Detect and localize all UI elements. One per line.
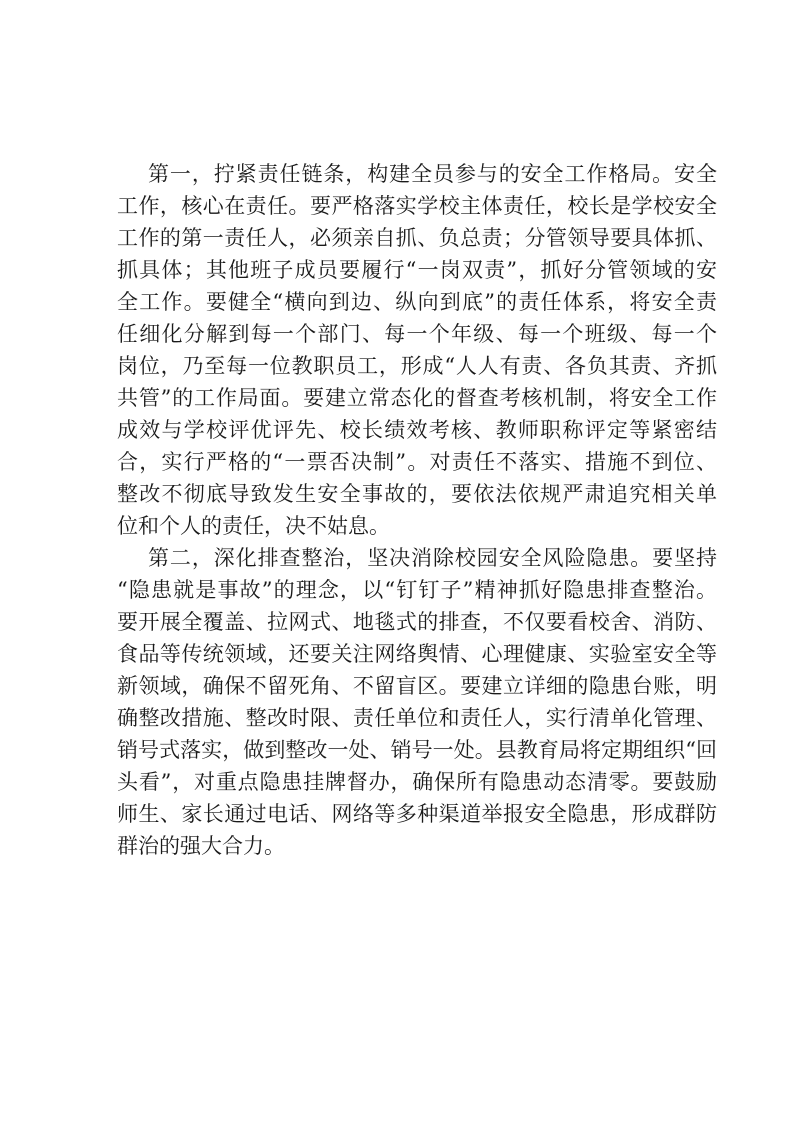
paragraph-line: 群治的强大合力。 <box>117 834 285 858</box>
paragraph-line: 工作，核心在责任。要严格落实学校主体责任，校长是学校安全 <box>117 194 717 218</box>
paragraph-line: 岗位，乃至每一位教职员工，形成“人人有责、各负其责、齐抓 <box>117 354 717 378</box>
paragraph-line: 共管”的工作局面。要建立常态化的督查考核机制，将安全工作 <box>117 386 717 410</box>
paragraph-line: 任细化分解到每一个部门、每一个年级、每一个班级、每一个 <box>117 322 717 346</box>
paragraph-line: “隐患就是事故”的理念，以“钉钉子”精神抓好隐患排查整治。 <box>117 578 717 602</box>
paragraph-line: 要开展全覆盖、拉网式、地毯式的排查，不仅要看校舍、消防、 <box>117 610 717 634</box>
paragraph-line: 第二，深化排查整治，坚决消除校园安全风险隐患。要坚持 <box>148 546 717 570</box>
paragraph-line: 位和个人的责任，决不姑息。 <box>117 514 390 538</box>
paragraph-line: 确整改措施、整改时限、责任单位和责任人，实行清单化管理、 <box>117 706 717 730</box>
paragraph-line: 食品等传统领域，还要关注网络舆情、心理健康、实验室安全等 <box>117 642 717 666</box>
paragraph-line: 新领域，确保不留死角、不留盲区。要建立详细的隐患台账，明 <box>117 674 717 698</box>
paragraph-line: 抓具体；其他班子成员要履行“一岗双责”，抓好分管领域的安 <box>117 258 717 282</box>
paragraph-line: 成效与学校评优评先、校长绩效考核、教师职称评定等紧密结 <box>117 418 717 442</box>
document-body <box>117 158 717 862</box>
paragraph-line: 合，实行严格的“一票否决制”。对责任不落实、措施不到位、 <box>117 450 717 474</box>
paragraph-hazard-inspection <box>117 542 717 862</box>
paragraph-responsibility <box>117 158 717 542</box>
paragraph-line: 师生、家长通过电话、网络等多种渠道举报安全隐患，形成群防 <box>117 802 717 826</box>
paragraph-line: 全工作。要健全“横向到边、纵向到底”的责任体系，将安全责 <box>117 290 717 314</box>
paragraph-line: 工作的第一责任人，必须亲自抓、负总责；分管领导要具体抓、 <box>117 226 717 250</box>
paragraph-line: 销号式落实，做到整改一处、销号一处。县教育局将定期组织“回 <box>117 738 717 762</box>
paragraph-line: 整改不彻底导致发生安全事故的，要依法依规严肃追究相关单 <box>117 482 717 506</box>
paragraph-line: 头看”，对重点隐患挂牌督办，确保所有隐患动态清零。要鼓励 <box>117 770 717 794</box>
paragraph-line: 第一，拧紧责任链条，构建全员参与的安全工作格局。安全 <box>148 162 717 186</box>
